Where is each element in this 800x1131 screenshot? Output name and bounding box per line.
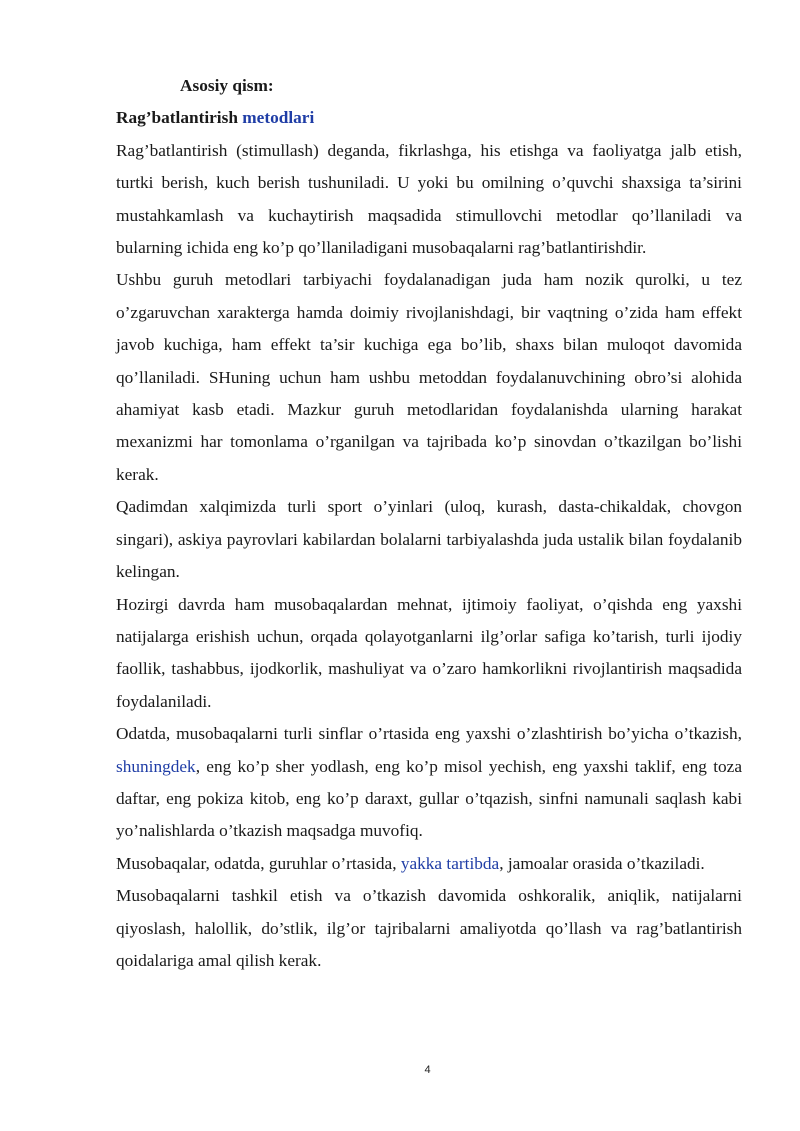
paragraph-5 <box>116 718 742 848</box>
paragraph-5-text-a: Odatda, musobaqalarni turli sinflar o’rtasida eng yaxshi o’zlashtirish bo’yicha o’tkazish, <box>116 724 742 744</box>
paragraph-4: Hozirgi davrda ham musobaqalardan mehnat, ijtimoiy faoliyat, o’qishda eng yaxshi natijalarga erishish uchun, orqada qolayotganlarni ilg’orlar safiga ko’tarish, turli ijodiy faollik, tashabbus, ijodkorlik, mashuliyat va o’zaro hamkorlikni rivojlantirish maqsadida foydalaniladi. <box>116 594 742 711</box>
paragraph-1: Rag’batlantirish (stimullash) deganda, fikrlashga, his etishga va faoliyatga jalb etish, turtki berish, kuch berish tushuniladi. U yoki bu omilning o’quvchi shaxsiga ta’sirini mustahkamlash va kuchaytirish maqsadida stimullovchi metodlar qo’llaniladi va bularning ichida eng ko’p qo’llaniladigani musobaqalarni rag’batlantirishdir. <box>116 140 742 258</box>
paragraph-6-text-b: , jamoalar orasida o’tkaziladi. <box>499 853 705 873</box>
paragraph-5-text-b: , eng ko’p sher yodlash, eng ko’p misol yechish, eng yaxshi taklif, eng toza daftar, eng pokiza kitob, eng ko’p daraxt, gullar o’tqazish, sinfni namunali saqlash kabi yo’nalishlarda o’tkazish maqsadga muvofiq. <box>116 756 742 841</box>
paragraph-5-link[interactable]: shuningdek <box>116 756 196 776</box>
section-title: Asosiy qism: <box>180 76 274 95</box>
page-number: 4 <box>424 1064 431 1076</box>
paragraph-2: Ushbu guruh metodlari tarbiyachi foydalanadigan juda ham nozik qurolki, u tez o’zgaruvchan xarakterga hamda doimiy rivojlanishdagi, bir vaqtning o’zida ham effekt javob kuchiga, ham effekt ta’sir kuchiga ega bo’lib, shaxs bilan muloqot davomida qo’llaniladi. SHuning uchun ham ushbu metoddan foydalanuvchining obro’si alohida ahamiyat kasb etadi. Mazkur guruh metodlaridan foydalanishda ularning harakat mexanizmi har tomonlama o’rganilgan va tajribada ko’p sinovdan o’tkazilgan bo’lishi kerak. <box>116 270 742 484</box>
section-subtitle <box>116 102 742 134</box>
subtitle-link[interactable]: metodlari <box>242 108 315 128</box>
paragraph-7: Musobaqalarni tashkil etish va o’tkazish davomida oshkoralik, aniqlik, natijalarni qiyoslash, halollik, do’stlik, ilg’or tajribalarni amaliyotda qo’llash va rag’batlantirish qoidalariga amal qilish kerak. <box>116 886 742 970</box>
document-page <box>116 70 742 977</box>
paragraph-6 <box>116 848 742 880</box>
paragraph-6-text-a: Musobaqalar, odatda, guruhlar o’rtasida, <box>116 853 401 873</box>
paragraph-6-link[interactable]: yakka tartibda <box>400 853 500 873</box>
subtitle-text: Rag’batlantirish <box>116 108 243 128</box>
paragraph-3: Qadimdan xalqimizda turli sport o’yinlari (uloq, kurash, dasta-chikaldak, chovgon singari), askiya payrovlari kabilardan bolalarni tarbiyalashda juda ustalik bilan foydalanib kelingan. <box>116 497 742 582</box>
